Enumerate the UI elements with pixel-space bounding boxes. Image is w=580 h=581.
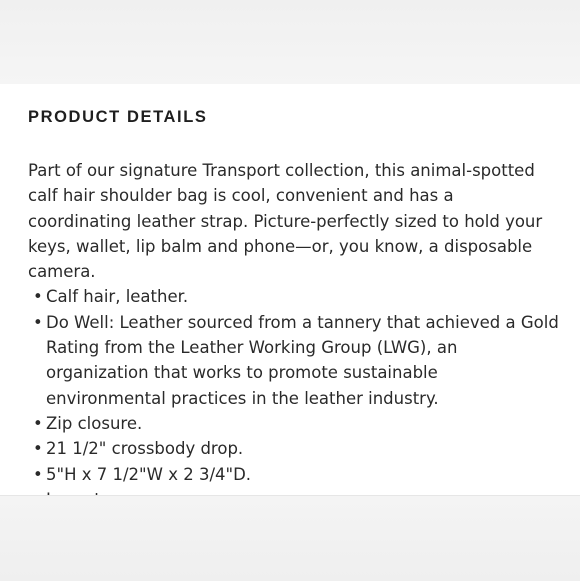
product-details-list [28, 284, 560, 512]
bottom-background [0, 495, 580, 581]
product-details-body [28, 158, 560, 512]
list-item [28, 310, 560, 411]
list-item [28, 436, 560, 461]
list-item [28, 284, 560, 309]
list-item-text: 21 1/2" crossbody drop. [46, 439, 244, 459]
list-item [28, 462, 560, 487]
bullet-icon: • [33, 312, 43, 332]
list-item-text: Zip closure. [46, 413, 143, 433]
list-item-text: Do Well: Leather sourced from a tannery that achieved a Gold Rating from the Leather Working Group (LWG), an organization that works to promote sustainable environmental practices in the leather industry. [46, 312, 559, 408]
product-description: Part of our signature Transport collection, this animal-spotted calf hair shoulder bag is cool, convenient and has a coordinating leather strap. Picture-perfectly sized to hold your keys, wallet, lip balm and phone—or, you know, a disposable camera. [28, 161, 543, 282]
top-background [0, 0, 580, 84]
product-details-heading: PRODUCT DETAILS [28, 108, 208, 126]
bullet-icon: • [33, 464, 43, 484]
bullet-icon: • [33, 413, 43, 433]
bullet-icon: • [33, 439, 43, 459]
bullet-icon: • [33, 287, 43, 307]
list-item [28, 411, 560, 436]
list-item-text: 5"H x 7 1/2"W x 2 3/4"D. [46, 464, 252, 484]
product-details-panel [0, 84, 580, 495]
list-item-text: Calf hair, leather. [46, 287, 189, 307]
